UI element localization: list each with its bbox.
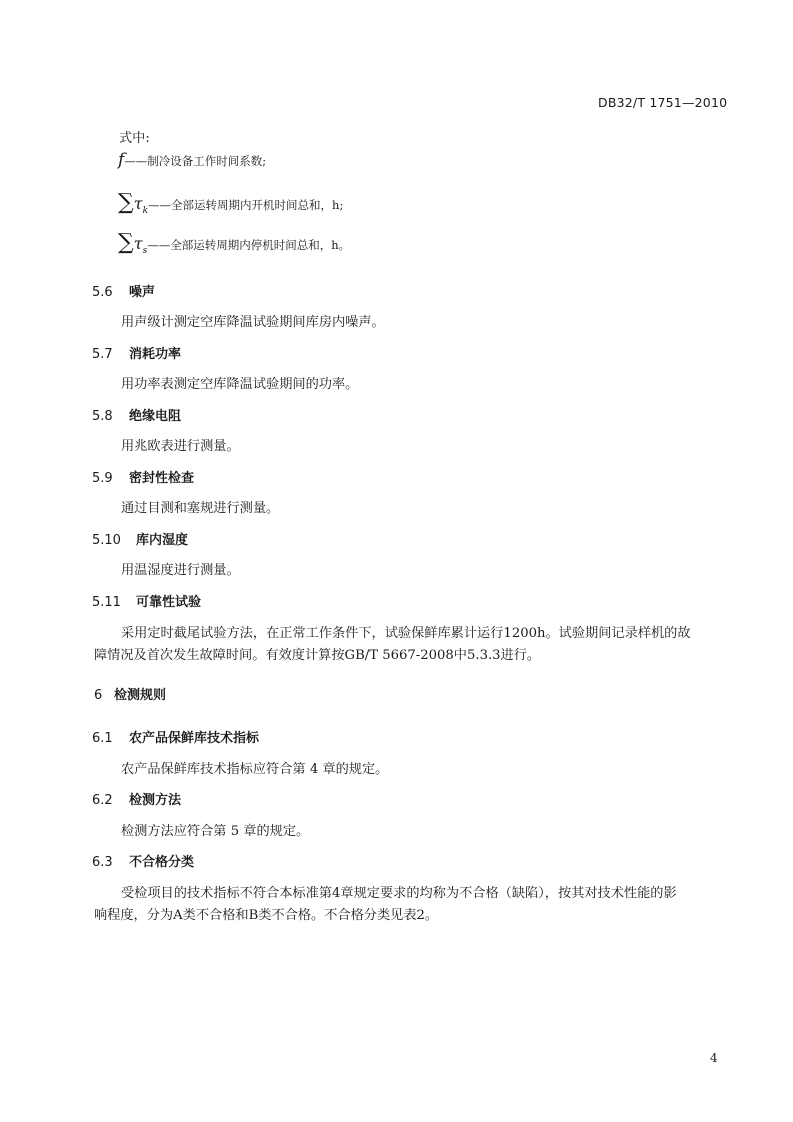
section-text: 受检项目的技术指标不符合本标准第4章规定要求的均称为不合格（缺陷），按其对技术性能的影	[121, 886, 677, 901]
standard-code: DB32/T 1751—2010	[598, 95, 728, 110]
section-title: 绝缘电阻	[129, 409, 182, 424]
section-number: 5.7	[92, 347, 113, 362]
section-heading	[92, 405, 181, 424]
chapter-title: 检测规则	[114, 688, 167, 703]
formula-intro: 式中:	[119, 131, 150, 146]
section-heading	[92, 529, 188, 548]
section-text: 障情况及首次发生故障时间。有效度计算按GB/T 5667-2008中5.3.3进行。	[94, 648, 541, 663]
f-symbol: f	[118, 150, 125, 170]
section-number: 5.6	[92, 285, 113, 300]
f-description: ——制冷设备工作时间系数;	[124, 154, 267, 168]
section-title: 库内湿度	[136, 533, 189, 548]
k-subscript: k	[142, 206, 149, 216]
section-number: 6.2	[92, 793, 113, 808]
section-heading	[92, 789, 181, 808]
section-heading	[92, 851, 194, 870]
formula-note-f	[118, 150, 266, 170]
tau-s-description: ——全部运转周期内停机时间总和，h。	[147, 238, 351, 252]
section-heading	[92, 281, 155, 300]
section-text: 响程度，分为A类不合格和B类不合格。不合格分类见表2。	[94, 908, 439, 923]
section-text: 用功率表测定空库降温试验期间的功率。	[121, 377, 359, 392]
section-number: 6.3	[92, 855, 113, 870]
formula-note-tau-k	[118, 190, 343, 215]
section-title: 不合格分类	[129, 855, 195, 870]
section-text: 用温湿度进行测量。	[121, 563, 240, 578]
s-subscript: s	[142, 246, 148, 256]
tau-symbol: τ	[133, 234, 143, 253]
chapter-number: 6	[94, 688, 103, 703]
chapter-heading	[94, 684, 166, 703]
section-text: 农产品保鲜库技术指标应符合第 4 章的规定。	[121, 762, 389, 777]
section-number: 5.10	[92, 533, 121, 548]
section-heading	[92, 343, 181, 362]
tau-symbol: τ	[133, 194, 143, 213]
section-text: 检测方法应符合第 5 章的规定。	[121, 824, 310, 839]
section-heading	[92, 467, 194, 486]
page-number: 4	[710, 1051, 718, 1065]
section-number: 5.8	[92, 409, 113, 424]
section-text: 采用定时截尾试验方法，在正常工作条件下，试验保鲜库累计运行1200h。试验期间记录样机的故	[121, 626, 691, 641]
section-text: 通过目测和塞规进行测量。	[121, 501, 280, 516]
section-title: 消耗功率	[129, 347, 182, 362]
sigma-symbol: ∑	[118, 190, 134, 215]
formula-note-tau-s	[118, 230, 350, 255]
section-title: 噪声	[129, 285, 156, 300]
section-title: 检测方法	[129, 793, 182, 808]
section-text: 用声级计测定空库降温试验期间库房内噪声。	[121, 315, 385, 330]
tau-k-description: ——全部运转周期内开机时间总和，h;	[148, 198, 344, 212]
sigma-symbol: ∑	[118, 230, 134, 255]
section-number: 6.1	[92, 731, 113, 746]
section-heading	[92, 591, 201, 610]
section-number: 5.11	[92, 595, 121, 610]
section-title: 农产品保鲜库技术指标	[129, 731, 260, 746]
section-title: 可靠性试验	[136, 595, 202, 610]
section-title: 密封性检查	[129, 471, 195, 486]
section-number: 5.9	[92, 471, 113, 486]
section-text: 用兆欧表进行测量。	[121, 439, 240, 454]
section-heading	[92, 727, 259, 746]
